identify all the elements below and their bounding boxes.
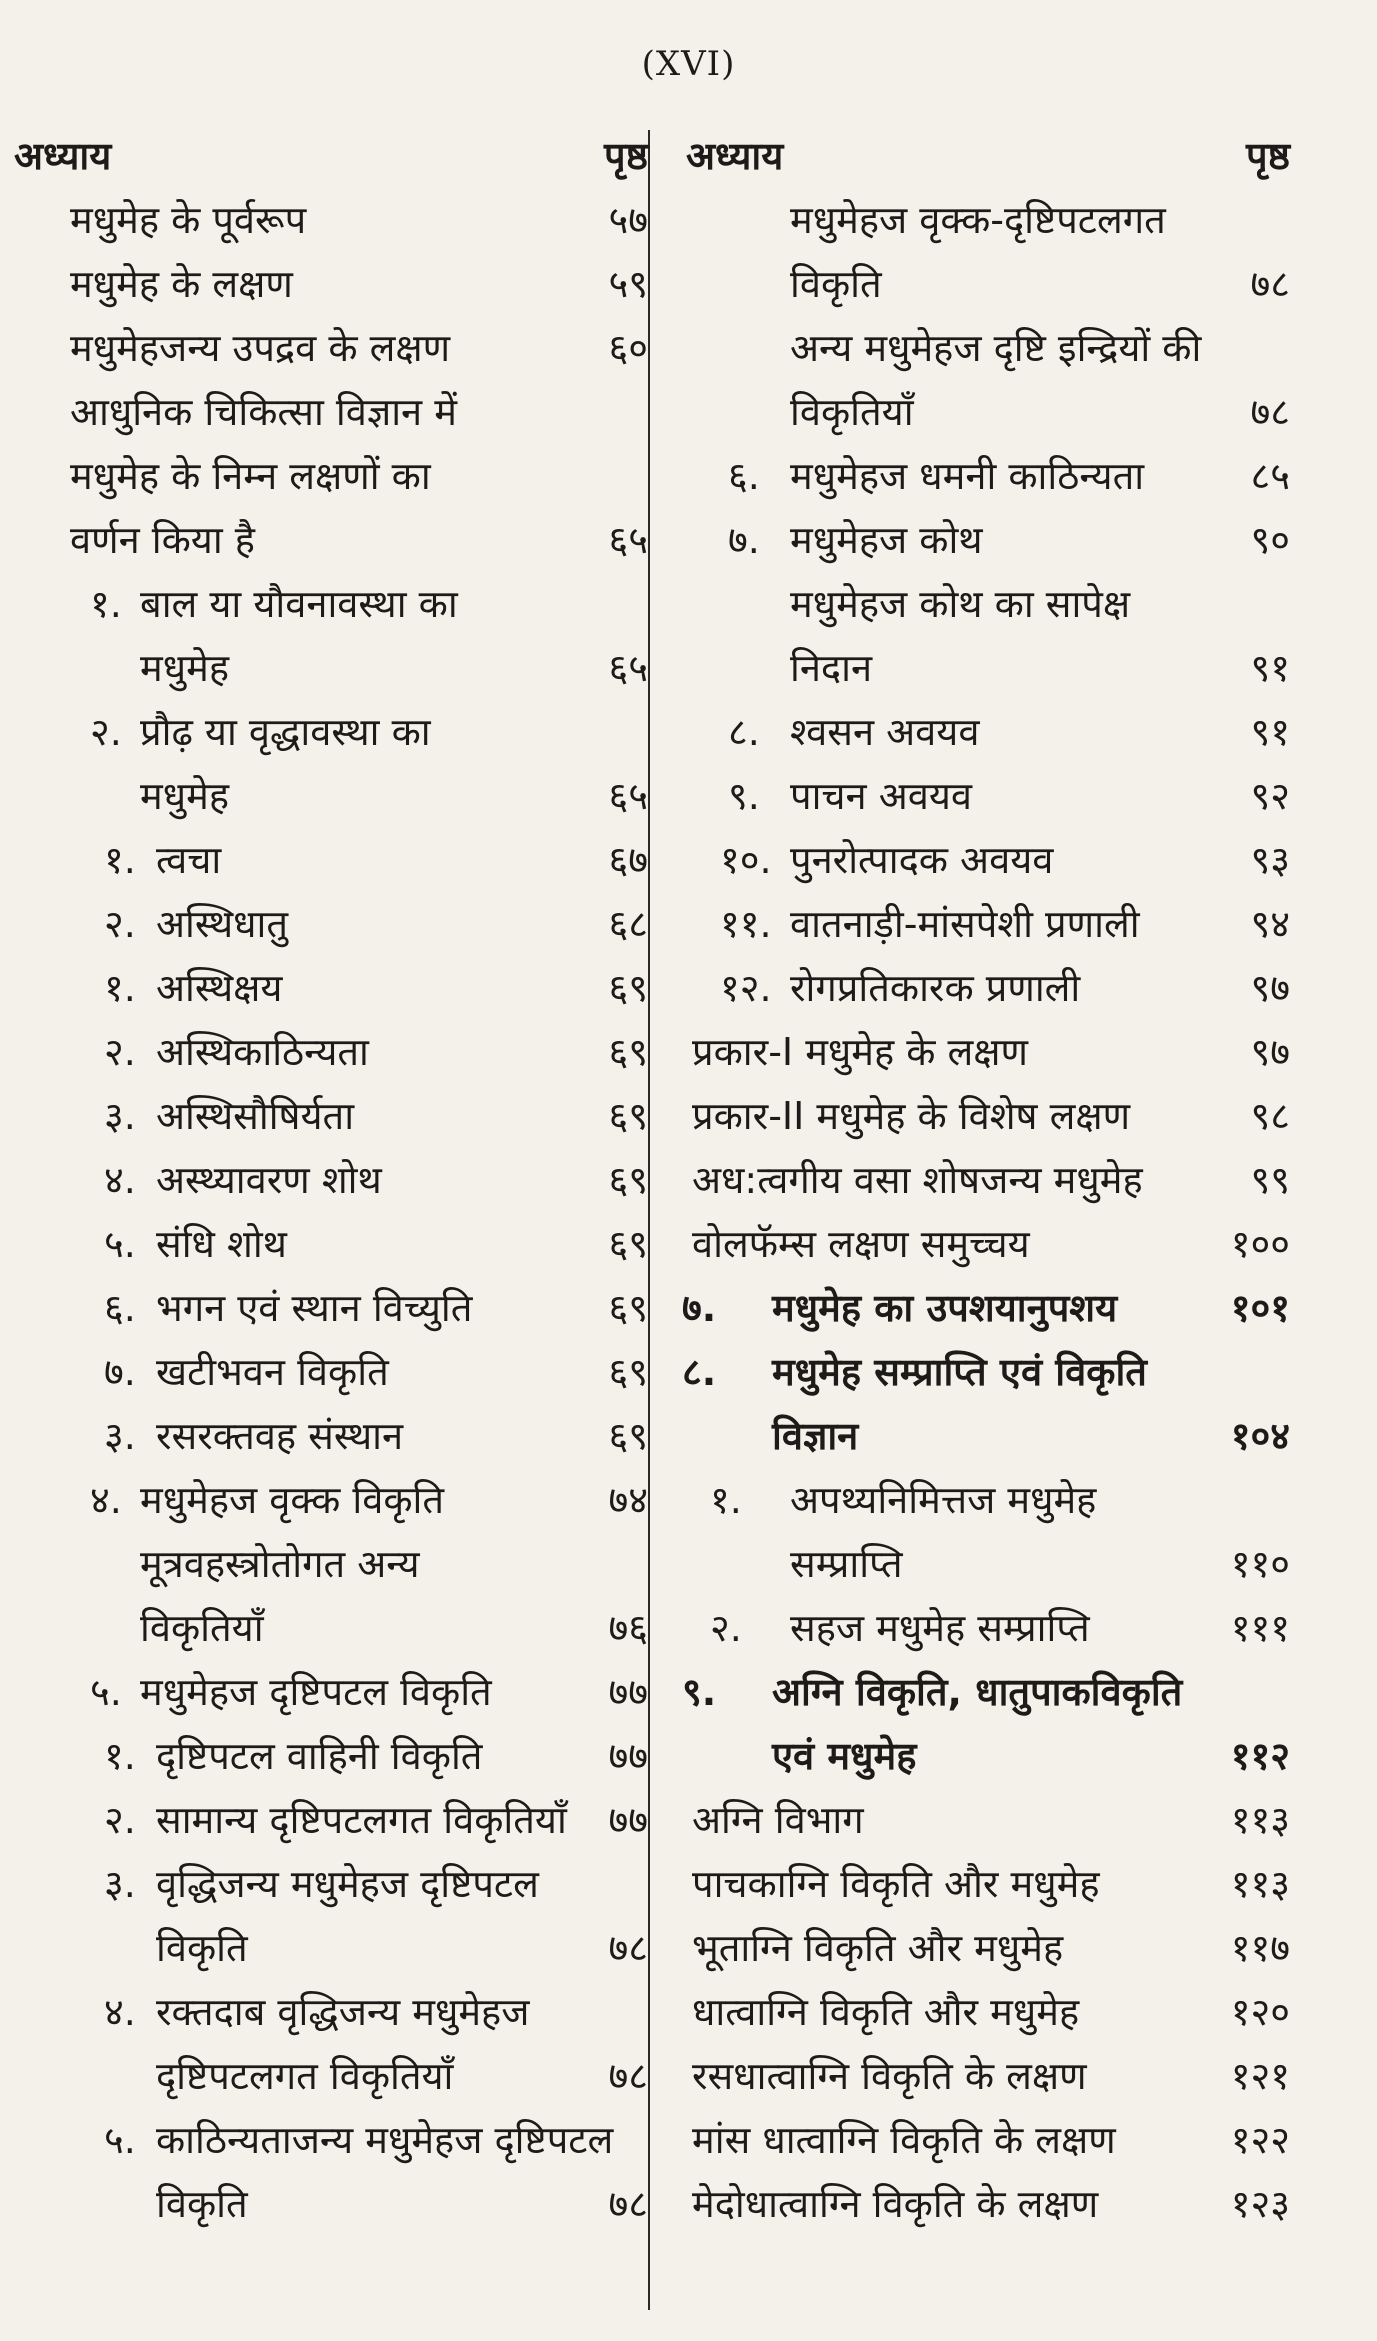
toc-entry bbox=[14, 1596, 648, 1660]
toc-entry bbox=[686, 828, 1290, 892]
entry-title: भगन एवं स्थान विच्युति bbox=[156, 1286, 473, 1330]
entry-title: वातनाड़ी-मांसपेशी प्रणाली bbox=[790, 902, 1140, 946]
toc-entry bbox=[14, 892, 648, 956]
toc-entry bbox=[686, 700, 1290, 764]
toc-entry bbox=[14, 188, 648, 252]
entry-title: सहज मधुमेह सम्प्राप्ति bbox=[790, 1606, 1090, 1650]
entry-page: १२३ bbox=[1230, 2182, 1290, 2226]
entry-title: अध:त्वगीय वसा शोषजन्य मधुमेह bbox=[692, 1158, 1143, 1202]
entry-title: रक्तदाब वृद्धिजन्य मधुमेहज bbox=[156, 1990, 530, 2034]
toc-entry bbox=[14, 1404, 648, 1468]
entry-page: १२२ bbox=[1230, 2118, 1290, 2162]
entry-page: ५७ bbox=[608, 198, 648, 242]
toc-entry bbox=[686, 1404, 1290, 1468]
entry-title: मधुमेहज कोथ bbox=[790, 518, 983, 562]
entry-title: विकृति bbox=[156, 2182, 248, 2226]
toc-entry bbox=[14, 444, 648, 508]
entry-title: प्रकार-I मधुमेह के लक्षण bbox=[692, 1030, 1029, 1074]
entry-title: एवं मधुमेह bbox=[772, 1734, 917, 1778]
entry-page: ६५ bbox=[608, 646, 648, 690]
entry-page: ९१ bbox=[1250, 646, 1290, 690]
toc-entry bbox=[14, 1276, 648, 1340]
entry-title: दृष्टिपटल वाहिनी विकृति bbox=[156, 1734, 483, 1778]
entry-title: दृष्टिपटलगत विकृतियाँ bbox=[156, 2054, 454, 2098]
toc-entry bbox=[14, 1788, 648, 1852]
entry-title: प्रकार-II मधुमेह के विशेष लक्षण bbox=[692, 1094, 1131, 1138]
toc-entry bbox=[686, 1212, 1290, 1276]
entry-title: आधुनिक चिकित्सा विज्ञान में bbox=[70, 390, 457, 434]
entry-number: १०. bbox=[720, 838, 772, 882]
entry-number: ११. bbox=[720, 902, 772, 946]
page-number: (XVI) bbox=[641, 44, 736, 84]
toc-header bbox=[686, 132, 1290, 188]
entry-page: ७७ bbox=[608, 1734, 648, 1778]
entry-page: ७८ bbox=[608, 1926, 648, 1970]
entry-number: १. bbox=[90, 582, 122, 626]
entry-page: ९९ bbox=[1250, 1158, 1290, 1202]
entry-page: ९१ bbox=[1250, 710, 1290, 754]
entry-page: ७८ bbox=[1250, 262, 1290, 306]
entry-page: ७७ bbox=[608, 1798, 648, 1842]
toc-entry bbox=[686, 764, 1290, 828]
entry-number: ७. bbox=[682, 1286, 717, 1330]
entry-title: वर्णन किया है bbox=[70, 518, 255, 562]
entry-page: ७८ bbox=[608, 2182, 648, 2226]
entry-page: ९० bbox=[1250, 518, 1290, 562]
entry-page: ७७ bbox=[608, 1670, 648, 1714]
toc-entry bbox=[682, 1660, 1290, 1724]
entry-title: मधुमेह bbox=[140, 774, 229, 818]
toc-entry bbox=[14, 508, 648, 572]
entry-title: विकृति bbox=[790, 262, 882, 306]
entry-page: ९७ bbox=[1250, 1030, 1290, 1074]
entry-title: रसरक्तवह संस्थान bbox=[156, 1414, 404, 1458]
chapter-heading: अध्याय bbox=[14, 134, 112, 178]
toc-entry bbox=[686, 444, 1290, 508]
entry-number: १. bbox=[710, 1478, 742, 1522]
entry-title: अस्थिसौषिर्यता bbox=[156, 1094, 355, 1138]
entry-page: ९४ bbox=[1250, 902, 1290, 946]
entry-page: ७४ bbox=[608, 1478, 648, 1522]
entry-title: मधुमेहज वृक्क विकृति bbox=[140, 1478, 445, 1522]
entry-page: ११७ bbox=[1230, 1926, 1290, 1970]
entry-title: अन्य मधुमेहज दृष्टि इन्द्रियों की bbox=[790, 326, 1202, 370]
toc-entry bbox=[14, 1084, 648, 1148]
entry-title: मांस धात्वाग्नि विकृति के लक्षण bbox=[692, 2118, 1116, 2162]
entry-title: धात्वाग्नि विकृति और मधुमेह bbox=[692, 1990, 1080, 2034]
page-heading: पृष्ठ bbox=[1246, 134, 1290, 178]
toc-right-column bbox=[682, 132, 1290, 2236]
toc-entry bbox=[14, 380, 648, 444]
toc-entry bbox=[14, 1532, 648, 1596]
entry-page: ६९ bbox=[608, 1414, 648, 1458]
entry-page: ६८ bbox=[608, 902, 648, 946]
toc-entries bbox=[682, 188, 1290, 2236]
toc-entry bbox=[14, 1724, 648, 1788]
entry-page: १०० bbox=[1230, 1222, 1290, 1266]
toc-entry bbox=[14, 572, 648, 636]
entry-title: मधुमेहज कोथ का सापेक्ष bbox=[790, 582, 1131, 626]
toc-entry bbox=[14, 636, 648, 700]
entry-title: वृद्धिजन्य मधुमेहज दृष्टिपटल bbox=[156, 1862, 539, 1906]
entry-page: १०४ bbox=[1230, 1414, 1290, 1458]
toc-entry bbox=[686, 572, 1290, 636]
toc-entry bbox=[14, 764, 648, 828]
entry-title: मधुमेह सम्प्राप्ति एवं विकृति bbox=[772, 1350, 1147, 1394]
entry-number: ३. bbox=[104, 1862, 136, 1906]
entry-title: मधुमेहज दृष्टिपटल विकृति bbox=[140, 1670, 492, 1714]
entry-page: ९७ bbox=[1250, 966, 1290, 1010]
entry-page: ८५ bbox=[1250, 454, 1290, 498]
toc-entry bbox=[686, 1148, 1290, 1212]
entry-title: मधुमेहज वृक्क-दृष्टिपटलगत bbox=[790, 198, 1166, 242]
toc-entry bbox=[686, 1788, 1290, 1852]
entry-title: मूत्रवहस्त्रोतोगत अन्य bbox=[140, 1542, 420, 1586]
toc-entry bbox=[686, 2044, 1290, 2108]
toc-entry bbox=[14, 1980, 648, 2044]
toc-entry bbox=[14, 1020, 648, 1084]
entry-page: ६९ bbox=[608, 1094, 648, 1138]
entry-number: २. bbox=[104, 902, 136, 946]
toc-entry bbox=[14, 1468, 648, 1532]
toc-entry bbox=[686, 1724, 1290, 1788]
entry-page: ९८ bbox=[1250, 1094, 1290, 1138]
toc-entry bbox=[14, 700, 648, 764]
entry-title: पुनरोत्पादक अवयव bbox=[790, 838, 1054, 882]
entry-page: ६५ bbox=[608, 518, 648, 562]
entry-page: ६९ bbox=[608, 1158, 648, 1202]
entry-number: २. bbox=[104, 1030, 136, 1074]
entry-number: ३. bbox=[104, 1414, 136, 1458]
entry-title: मधुमेह का उपशयानुपशय bbox=[772, 1286, 1118, 1330]
entry-title: निदान bbox=[790, 646, 873, 690]
entry-number: ४. bbox=[90, 1478, 122, 1522]
toc-entry bbox=[686, 316, 1290, 380]
entry-title: पाचन अवयव bbox=[790, 774, 973, 818]
toc-entry bbox=[686, 1084, 1290, 1148]
toc-entry bbox=[14, 828, 648, 892]
entry-number: ८. bbox=[682, 1350, 717, 1394]
entry-page: ६९ bbox=[608, 966, 648, 1010]
entry-number: ३. bbox=[104, 1094, 136, 1138]
page-heading: पृष्ठ bbox=[604, 134, 648, 178]
toc-entry bbox=[686, 1020, 1290, 1084]
toc-entry bbox=[14, 1340, 648, 1404]
toc-entry bbox=[14, 1916, 648, 1980]
entry-number: ७. bbox=[104, 1350, 136, 1394]
entry-title: मधुमेहज धमनी काठिन्यता bbox=[790, 454, 1145, 498]
entry-number: १२. bbox=[720, 966, 772, 1010]
toc-entry bbox=[14, 316, 648, 380]
toc-entry bbox=[686, 892, 1290, 956]
toc-entry bbox=[686, 1532, 1290, 1596]
entry-page: ६९ bbox=[608, 1030, 648, 1074]
toc-entries bbox=[14, 188, 648, 2236]
entry-title: विज्ञान bbox=[772, 1414, 859, 1458]
entry-page: १०१ bbox=[1230, 1286, 1290, 1330]
entry-title: काठिन्यताजन्य मधुमेहज दृष्टिपटल bbox=[156, 2118, 614, 2162]
toc-entry bbox=[686, 252, 1290, 316]
entry-title: विकृतियाँ bbox=[140, 1606, 264, 1650]
toc-left-column bbox=[14, 132, 648, 2236]
entry-title: अग्नि विभाग bbox=[692, 1798, 864, 1842]
entry-number: ५. bbox=[104, 1222, 136, 1266]
entry-title: अग्नि विकृति, धातुपाकविकृति bbox=[772, 1670, 1183, 1714]
entry-title: विकृतियाँ bbox=[790, 390, 914, 434]
toc-entry bbox=[686, 1468, 1290, 1532]
entry-page: ६९ bbox=[608, 1350, 648, 1394]
toc-entry bbox=[14, 2044, 648, 2108]
entry-page: ७८ bbox=[1250, 390, 1290, 434]
entry-number: ५. bbox=[90, 1670, 122, 1714]
toc-entry bbox=[14, 1148, 648, 1212]
entry-title: अस्थिधातु bbox=[156, 902, 289, 946]
entry-number: ४. bbox=[104, 1990, 136, 2034]
entry-page: ५९ bbox=[608, 262, 648, 306]
entry-page: ६९ bbox=[608, 1222, 648, 1266]
entry-number: २. bbox=[90, 710, 122, 754]
toc-header bbox=[14, 132, 648, 188]
toc-entry bbox=[14, 2172, 648, 2236]
toc-entry bbox=[686, 1916, 1290, 1980]
entry-title: अपथ्यनिमित्तज मधुमेह bbox=[790, 1478, 1097, 1522]
toc-entry bbox=[686, 1596, 1290, 1660]
entry-title: श्वसन अवयव bbox=[790, 710, 980, 754]
entry-title: पाचकाग्नि विकृति और मधुमेह bbox=[692, 1862, 1100, 1906]
toc-entry bbox=[686, 956, 1290, 1020]
entry-page: ७८ bbox=[608, 2054, 648, 2098]
toc-entry bbox=[14, 252, 648, 316]
entry-title: वोलफॅम्स लक्षण समुच्चय bbox=[692, 1222, 1030, 1266]
entry-title: मधुमेह के पूर्वरूप bbox=[70, 198, 307, 242]
toc-entry bbox=[686, 2108, 1290, 2172]
entry-title: रसधात्वाग्नि विकृति के लक्षण bbox=[692, 2054, 1087, 2098]
entry-page: ६९ bbox=[608, 1286, 648, 1330]
entry-number: ५. bbox=[104, 2118, 136, 2162]
toc-entry bbox=[14, 1212, 648, 1276]
entry-title: भूताग्नि विकृति और मधुमेह bbox=[692, 1926, 1064, 1970]
entry-title: प्रौढ़ या वृद्धावस्था का bbox=[140, 710, 431, 754]
entry-page: ६० bbox=[608, 326, 648, 370]
entry-page: ६७ bbox=[608, 838, 648, 882]
entry-page: ६५ bbox=[608, 774, 648, 818]
entry-title: अस्थिकाठिन्यता bbox=[156, 1030, 369, 1074]
toc-entry bbox=[686, 508, 1290, 572]
toc-entry bbox=[14, 1852, 648, 1916]
entry-page: ११२ bbox=[1230, 1734, 1290, 1778]
entry-title: सम्प्राप्ति bbox=[790, 1542, 903, 1586]
entry-number: ६. bbox=[728, 454, 760, 498]
toc-entry bbox=[686, 188, 1290, 252]
entry-number: १. bbox=[104, 838, 136, 882]
entry-number: ८. bbox=[728, 710, 760, 754]
entry-title: सामान्य दृष्टिपटलगत विकृतियाँ bbox=[156, 1798, 567, 1842]
chapter-heading: अध्याय bbox=[686, 134, 784, 178]
entry-title: रोगप्रतिकारक प्रणाली bbox=[790, 966, 1081, 1010]
toc-entry bbox=[686, 380, 1290, 444]
entry-number: १. bbox=[104, 1734, 136, 1778]
entry-number: १. bbox=[104, 966, 136, 1010]
entry-page: ११३ bbox=[1230, 1798, 1290, 1842]
entry-title: बाल या यौवनावस्था का bbox=[140, 582, 458, 626]
entry-title: मधुमेह bbox=[140, 646, 229, 690]
toc-entry bbox=[686, 636, 1290, 700]
toc-entry bbox=[14, 956, 648, 1020]
toc-entry bbox=[686, 1852, 1290, 1916]
entry-title: अस्थ्यावरण शोथ bbox=[156, 1158, 382, 1202]
entry-number: ६. bbox=[104, 1286, 136, 1330]
entry-page: १११ bbox=[1230, 1606, 1290, 1650]
toc-entry bbox=[682, 1276, 1290, 1340]
toc-entry bbox=[14, 2108, 648, 2172]
column-divider bbox=[648, 130, 650, 2310]
entry-title: मधुमेह के लक्षण bbox=[70, 262, 293, 306]
toc-entry bbox=[686, 1980, 1290, 2044]
entry-page: ११३ bbox=[1230, 1862, 1290, 1906]
toc-entry bbox=[682, 1340, 1290, 1404]
entry-number: २. bbox=[710, 1606, 742, 1650]
entry-number: २. bbox=[104, 1798, 136, 1842]
entry-page: ७६ bbox=[608, 1606, 648, 1650]
entry-number: ४. bbox=[104, 1158, 136, 1202]
entry-number: ९. bbox=[682, 1670, 717, 1714]
entry-title: विकृति bbox=[156, 1926, 248, 1970]
entry-title: त्वचा bbox=[156, 838, 222, 882]
entry-page: १२१ bbox=[1230, 2054, 1290, 2098]
entry-title: मधुमेह के निम्न लक्षणों का bbox=[70, 454, 431, 498]
entry-title: मेदोधात्वाग्नि विकृति के लक्षण bbox=[692, 2182, 1099, 2226]
entry-page: ११० bbox=[1230, 1542, 1290, 1586]
entry-number: ७. bbox=[728, 518, 760, 562]
entry-title: मधुमेहजन्य उपद्रव के लक्षण bbox=[70, 326, 451, 370]
entry-title: संधि शोथ bbox=[156, 1222, 287, 1266]
entry-page: ९३ bbox=[1250, 838, 1290, 882]
entry-page: ९२ bbox=[1250, 774, 1290, 818]
toc-entry bbox=[686, 2172, 1290, 2236]
toc-entry bbox=[14, 1660, 648, 1724]
entry-title: खटीभवन विकृति bbox=[156, 1350, 389, 1394]
entry-number: ९. bbox=[728, 774, 760, 818]
entry-title: अस्थिक्षय bbox=[156, 966, 283, 1010]
entry-page: १२० bbox=[1230, 1990, 1290, 2034]
